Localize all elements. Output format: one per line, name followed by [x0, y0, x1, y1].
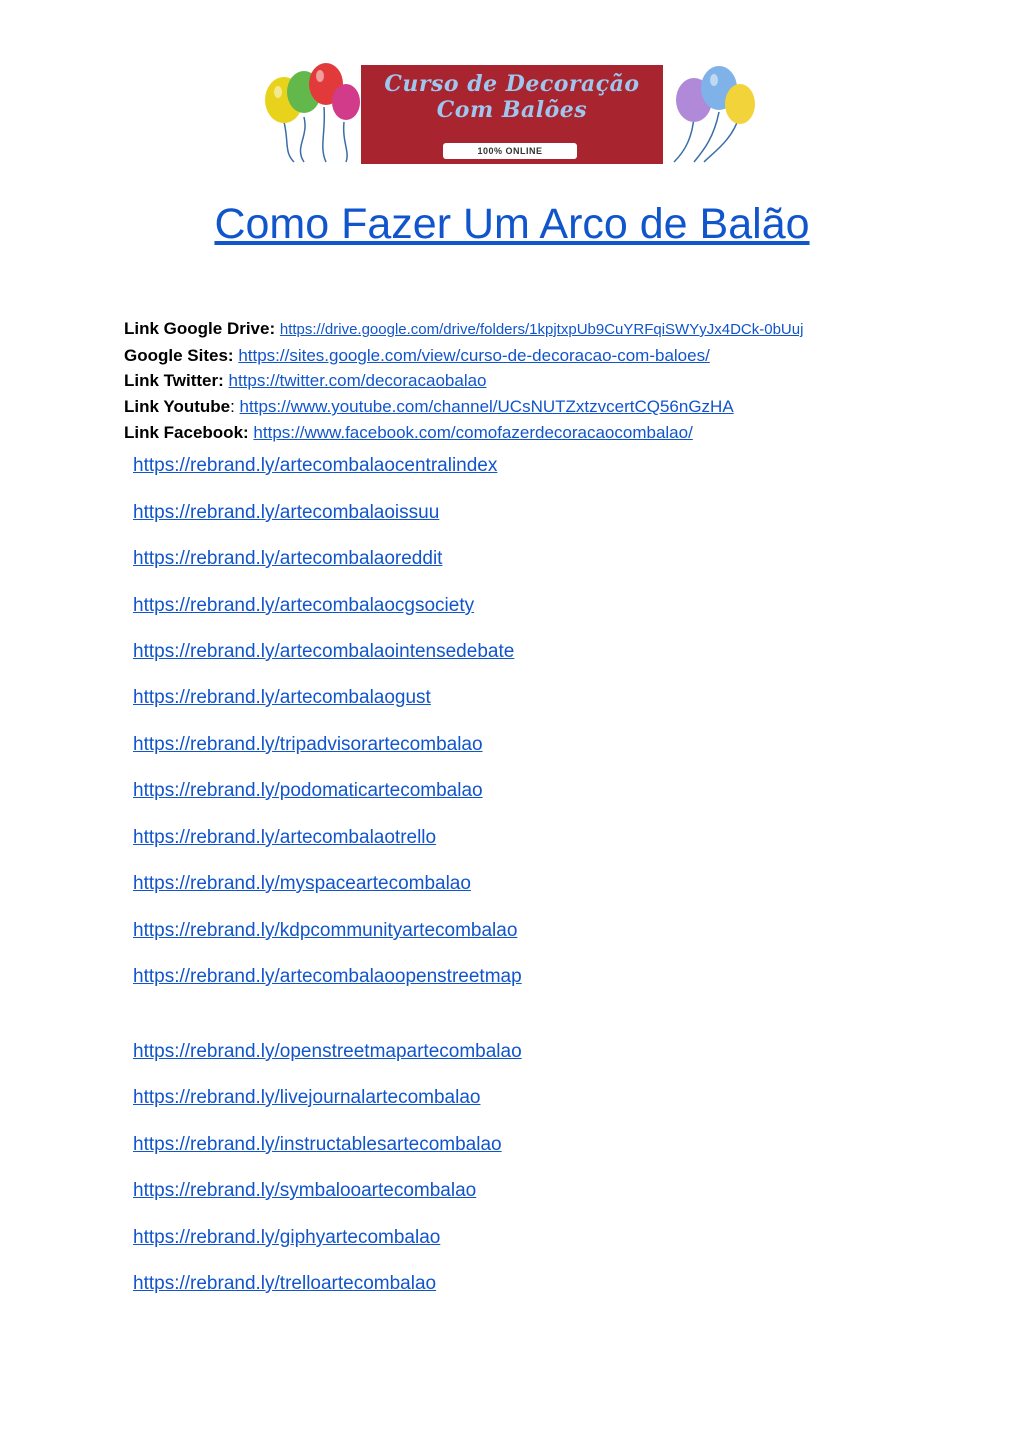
rebrand-link[interactable]: https://rebrand.ly/artecombalaotrello: [133, 827, 437, 848]
twitter-label: Link Twitter:: [124, 371, 224, 391]
rebrand-link[interactable]: https://rebrand.ly/artecombalaocgsociety: [133, 595, 475, 616]
banner-image: [264, 62, 756, 164]
balloons-left-illustration: [264, 62, 362, 164]
social-row-google-drive: [124, 316, 1004, 343]
banner-badge: 100% ONLINE: [443, 143, 577, 159]
google-sites-link[interactable]: https://sites.google.com/view/curso-de-decoracao-com-baloes/: [238, 345, 710, 365]
google-sites-label: Google Sites:: [124, 345, 234, 365]
rebrand-link[interactable]: https://rebrand.ly/artecombalaoreddit: [133, 548, 443, 569]
banner-title: Curso de Decoração Com Balões: [384, 71, 640, 123]
google-drive-label: Link Google Drive:: [124, 319, 276, 338]
youtube-link[interactable]: https://www.youtube.com/channel/UCsNUTZxtzvcertCQ56nGzHA: [239, 397, 734, 417]
rebrand-link[interactable]: https://rebrand.ly/trelloartecombalao: [133, 1273, 437, 1294]
banner-board: [361, 65, 663, 164]
social-row-youtube: [124, 394, 1004, 420]
facebook-link[interactable]: https://www.facebook.com/comofazerdecoracaocombalao/: [253, 422, 693, 442]
rebrand-link[interactable]: https://rebrand.ly/kdpcommunityartecombalao: [133, 920, 518, 941]
rebrand-link[interactable]: https://rebrand.ly/artecombalaocentralindex: [133, 455, 498, 476]
youtube-label: Link Youtube: [124, 397, 231, 417]
youtube-separator: :: [230, 397, 240, 417]
rebrand-link[interactable]: https://rebrand.ly/artecombalaoissuu: [133, 502, 440, 523]
rebrand-link[interactable]: https://rebrand.ly/podomaticartecombalao: [133, 780, 483, 801]
rebrand-link[interactable]: https://rebrand.ly/artecombalaogust: [133, 687, 431, 708]
social-row-google-sites: [124, 343, 1004, 369]
rebrand-link[interactable]: https://rebrand.ly/tripadvisorartecombalao: [133, 734, 483, 755]
rebrand-link[interactable]: https://rebrand.ly/livejournalartecombalao: [133, 1087, 481, 1108]
google-drive-link[interactable]: https://drive.google.com/drive/folders/1kpjtxpUb9CuYRFqiSWYyJx4DCk-0bUuj: [279, 321, 804, 338]
twitter-link[interactable]: https://twitter.com/decoracaobalao: [228, 371, 487, 391]
social-links-list: [124, 316, 1004, 446]
rebrand-link[interactable]: https://rebrand.ly/giphyartecombalao: [133, 1227, 441, 1248]
page-title-link[interactable]: Como Fazer Um Arco de Balão: [214, 200, 810, 248]
rebrand-link[interactable]: https://rebrand.ly/instructablesartecombalao: [133, 1134, 502, 1155]
social-row-facebook: [124, 420, 1004, 446]
social-row-twitter: [124, 368, 1004, 394]
rebrand-link[interactable]: https://rebrand.ly/myspaceartecombalao: [133, 873, 471, 894]
rebrand-link[interactable]: https://rebrand.ly/openstreetmapartecombalao: [133, 1041, 522, 1062]
facebook-label: Link Facebook:: [124, 422, 249, 442]
balloons-right-illustration: [664, 62, 762, 164]
page-title: [0, 198, 1024, 250]
rebrand-link[interactable]: https://rebrand.ly/artecombalaointensedebate: [133, 641, 515, 662]
rebrand-link[interactable]: https://rebrand.ly/artecombalaoopenstreetmap: [133, 966, 522, 987]
rebrand-link[interactable]: https://rebrand.ly/symbalooartecombalao: [133, 1180, 477, 1201]
